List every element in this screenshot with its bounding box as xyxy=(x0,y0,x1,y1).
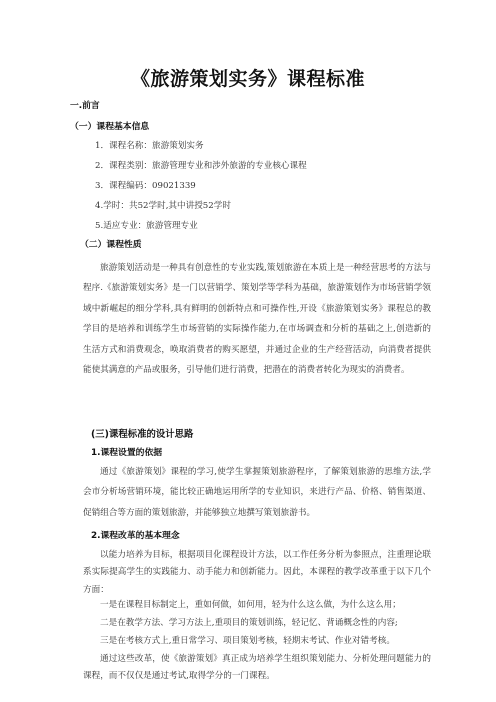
course-basis-heading: 1.课程设置的依据 xyxy=(91,448,163,458)
info-course-hours: 4.学时：共52学时,其中讲授52学时 xyxy=(95,201,231,211)
reform-item-2: 二是在教学方法、学习方法上,重项目的策划训练，轻记忆、背诵概念性的内容; xyxy=(100,618,398,628)
reform-item-3: 三是在考核方式上,重日常学习、项目策划考核，轻期末考试、作业对错考核。 xyxy=(100,636,395,646)
info-course-name: 1．课程名称：旅游策划实务 xyxy=(95,141,204,151)
reform-item-1: 一是在课程目标制定上，重如何做，如何用，轻为什么这么做，为什么这么用； xyxy=(100,600,401,610)
reform-concept-heading: 2.课程改革的基本理念 xyxy=(91,531,180,541)
document-title: 《旅游策划实务》课程标准 xyxy=(130,68,365,90)
course-nature-heading: （二）课程性质 xyxy=(80,240,142,250)
closing-paragraph: 通过这些改革，使《旅游策划》真正成为培养学生组织策划能力、分析处理问题能力的课程，而不仅仅是通过考试,取得学分的一门课程。 xyxy=(83,654,431,682)
info-applicable-major: 5.适应专业：旅游管理专业 xyxy=(95,221,198,231)
info-course-code: 3．课程编码：09021339 xyxy=(95,181,196,191)
info-course-category: 2．课程类别：旅游管理专业和涉外旅游的专业核心课程 xyxy=(95,161,307,171)
section-preface-heading: 一.前言 xyxy=(70,101,100,111)
reform-concept-paragraph: 以能力培养为目标，根据项目化课程设计方法，以工作任务分析为参照点，注重理论联系实际提高学生的实践能力、动手能力和创新能力。因此，本课程的教学改革重于以下几个方面： xyxy=(83,550,431,595)
design-rationale-heading: (三)课程标准的设计思路 xyxy=(91,429,194,440)
course-nature-paragraph: 旅游策划活动是一种具有创意性的专业实践,策划旅游在本质上是一种经营思考的方法与程序.《旅游策划实务》是一门以营销学、策划学等学科为基础，旅游策划作为市场营销学领域中新崛起的细分学科,具有鲜明的创新特点和可操作性,开设《旅游策划实务》课程总的教学目的是培养和训练学生市场营销的实际操作能力,在市场调查和分析的基础之上,创造新的生活方式和消费观念，唤取消费者的购买愿望，并通过企业的生产经营活动，向消费者提供能使其满意的产品或服务，引导他们进行消费，把潜在的消费者转化为现实的消费者。 xyxy=(83,263,431,376)
course-basis-paragraph: 通过《旅游策划》课程的学习,使学生掌握策划旅游程序，了解策划旅游的思维方法,学会市分析场营销环境，能比较正确地运用所学的专业知识，来进行产品、价格、销售渠道、促销组合等方面的策划旅游，并能够独立地撰写策划旅游书。 xyxy=(83,467,431,518)
basic-info-heading: （一）课程基本信息 xyxy=(70,122,150,132)
